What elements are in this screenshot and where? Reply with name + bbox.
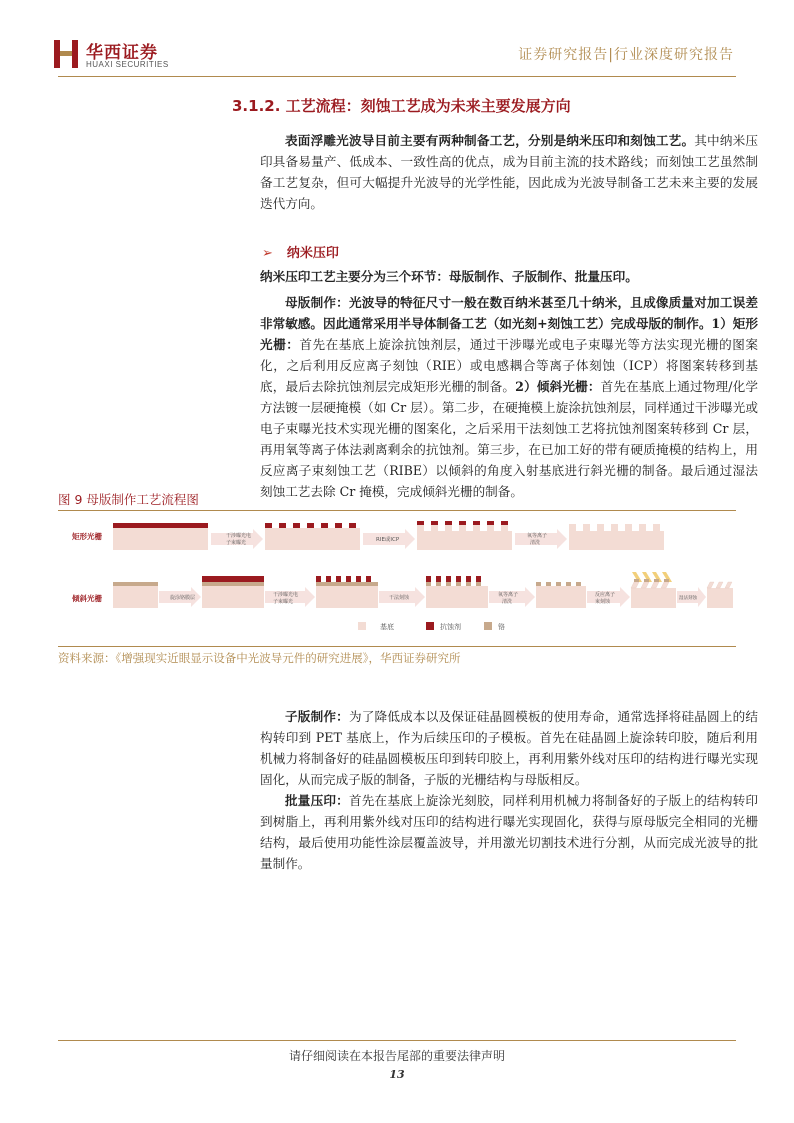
- master-text1: 首先在基底上旋涂抗蚀剂层，通过干涉曝光或电子束曝光等方法实现光栅的图案化，之后利用反应离子刻蚀（RIE）或电感耦合等离子体刻蚀（ICP）将图案转移到基底，最后去除抗蚀剂层完成矩形光栅的制备。: [260, 337, 759, 394]
- substrate-block: [631, 588, 676, 608]
- substrate-block: [417, 531, 512, 550]
- substrate-block: [316, 586, 378, 608]
- bullet-arrow-icon: ➢: [262, 246, 273, 261]
- step-label: 子束曝光: [226, 540, 247, 546]
- daughter-bold: 子版制作：: [285, 709, 349, 724]
- nano-intro: [260, 266, 758, 287]
- step-label: 干涉曝光电: [226, 533, 252, 539]
- legend-substrate: 基底: [380, 623, 394, 631]
- step-label: 清洗: [530, 540, 541, 546]
- substrate-block: [202, 586, 264, 608]
- chrome-layer: [316, 582, 378, 586]
- figure-source: 资料来源：《增强现实近眼显示设备中光波导元件的研究进展》，华西证券研究所: [58, 651, 461, 665]
- page-header: [0, 0, 794, 78]
- substrate-block: [113, 586, 158, 608]
- substrate-block: [536, 586, 586, 608]
- figure-legend: [358, 622, 505, 631]
- daughter-text: 为了降低成本以及保证硅晶圆模板的使用寿命，通常选择将硅晶圆上的结构转印到 PET 基底上，作为后续压印的子模板。首先在硅晶圆上旋涂转印胶，随后利用机械力将制备好的硅晶圆模板压印到转印胶上，再利用紫外线对压印的结构进行曝光实现固化，从而完成子版的制备，子版的光栅结构与母版相反。: [260, 709, 759, 787]
- intro-bold: 表面浮雕光波导目前主要有两种制备工艺，分别是纳米压印和刻蚀工艺。: [285, 133, 695, 148]
- bullet-label: 纳米压印: [286, 246, 339, 261]
- patterned-resist: [265, 523, 356, 528]
- step-label: 束刻蚀: [595, 599, 611, 605]
- process-flow-diagram: [58, 512, 736, 644]
- batch-bold: 批量压印：: [285, 793, 349, 808]
- slanted-ridges: [631, 582, 669, 588]
- legend-chrome-swatch: [484, 622, 492, 630]
- chrome-layer: [113, 582, 158, 586]
- page-number: 13: [389, 1068, 405, 1081]
- footer-divider: [58, 1040, 736, 1041]
- legend-resist: 抗蚀剂: [440, 623, 461, 631]
- step-label: 反应离子: [595, 592, 616, 598]
- resist-layer: [113, 523, 208, 528]
- step-label: 干涉曝光电: [273, 592, 299, 598]
- patterned-resist: [426, 576, 481, 582]
- intro-paragraph: [260, 130, 758, 214]
- daughter-paragraph: [260, 706, 758, 790]
- row1-label: 矩形光栅: [72, 532, 102, 541]
- substrate-block: [707, 588, 733, 608]
- step-label: 氧等离子: [498, 592, 519, 598]
- chrome-layer: [202, 582, 264, 586]
- patterned-chrome: [426, 582, 481, 586]
- huaxi-logo-icon: [54, 40, 78, 68]
- master-bold: 母版制作：光波导的特征尺寸一般在数百纳米甚至几十纳米，且成像质量对加工误差非常敏感。因此通常采用半导体制备工艺（如光刻+刻蚀工艺）完成母版的制作。1）矩形光栅：: [260, 295, 758, 352]
- step-label-rie: RIE或ICP: [376, 537, 400, 543]
- resist-layer: [202, 576, 264, 582]
- batch-paragraph: [260, 790, 758, 874]
- chrome-mask: [536, 582, 581, 586]
- legend-chrome: 铬: [498, 623, 505, 631]
- report-type: 证券研究报告|行业深度研究报告: [518, 47, 734, 63]
- master-text2: 首先在基底上通过物理/化学方法镀一层硬掩模（如 Cr 层）。第二步，在硬掩模上旋涂抗蚀剂层，同样通过干涉曝光或电子束曝光技术实现光栅的图案化，之后采用干法刻蚀工艺将抗蚀剂图案转移到 Cr 层，再用氧等离子体法剥离剩余的抗蚀剂。第三步，在已加工好的带有硬质掩模的结构上，用反应离子束刻蚀工艺（RIBE）以倾斜的角度入射基底进行斜光栅的制备。最后通过湿法刻蚀工艺去除 Cr 掩模，完成倾斜光栅的制备。: [260, 379, 759, 499]
- patterned-resist: [316, 576, 371, 582]
- legend-substrate-swatch: [358, 622, 366, 630]
- legend-resist-swatch: [426, 622, 434, 630]
- final-rect-grating: [569, 524, 660, 531]
- section-title: 3.1.2. 工艺流程：刻蚀工艺成为未来主要发展方向: [232, 97, 571, 115]
- substrate-block: [426, 586, 488, 608]
- substrate-block: [265, 528, 360, 550]
- process-arrow: [211, 529, 263, 549]
- substrate-block: [113, 528, 208, 550]
- step-label: 氧等离子: [527, 533, 548, 539]
- substrate-block: [569, 531, 664, 550]
- etched-ridges: [417, 525, 508, 531]
- bullet-nano-imprint: [262, 242, 339, 261]
- batch-text: 首先在基底上旋涂光刻胶，同样利用机械力将制备好的子版上的结构转印到树脂上，再利用紫外线对压印的结构进行曝光实现固化，获得与原母版完全相同的光栅结构，最后使用功能性涂层覆盖波导，并用激光切割技术进行分割，从而完成光波导的批量制作。: [260, 793, 759, 871]
- step-label: 子束曝光: [273, 599, 294, 605]
- figure-bottom-rule: [58, 646, 736, 647]
- intro-text: 其中纳米压印具备易量产、低成本、一致性高的优点，成为目前主流的技术路线；而刻蚀工艺虽然制备工艺复杂，但可大幅提升光波导的光学性能，因此成为光波导制备工艺未来主要的发展迭代方向。: [260, 133, 758, 211]
- logo-text-cn: 华西证券: [86, 43, 158, 63]
- row2-label: 倾斜光栅: [72, 594, 102, 603]
- residual-resist: [417, 521, 508, 525]
- step-label: 清洗: [502, 599, 513, 605]
- step-label: 干法刻蚀: [389, 595, 410, 601]
- header-divider: [58, 76, 736, 77]
- nano-intro-text: 纳米压印工艺主要分为三个环节：母版制作、子版制作、批量压印。: [260, 269, 638, 284]
- master-bold2: 2）倾斜光栅：: [515, 379, 601, 394]
- process-arrow: [515, 529, 567, 549]
- figure-top-rule: [58, 510, 736, 511]
- legal-notice: 请仔细阅读在本报告尾部的重要法律声明: [288, 1049, 505, 1063]
- step-label: 湿法刻蚀: [679, 596, 697, 601]
- master-paragraph: [260, 292, 758, 502]
- logo-text-en: HUAXI SECURITIES: [86, 60, 169, 69]
- final-slanted-grating: [707, 582, 732, 588]
- figure-title: 图 9 母版制作工艺流程图: [58, 492, 199, 507]
- step-label: 旋涂铬膜层: [170, 595, 196, 601]
